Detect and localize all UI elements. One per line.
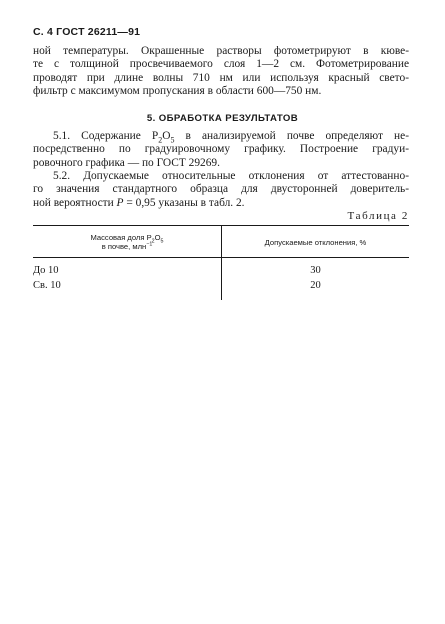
table-2 xyxy=(33,225,409,300)
table-row-label: До 10 xyxy=(33,265,59,276)
paragraph-5-1 xyxy=(33,130,409,170)
paragraph-line: 5.2. Допускаемые относительные отклонения от аттестованно- xyxy=(53,170,409,182)
paragraph-5-2 xyxy=(33,170,409,210)
intro-line: проводят при длине волны 710 нм или используя красный свето- xyxy=(33,71,409,84)
paragraph-line: го значения стандартного образца для двусторонней доверитель- xyxy=(33,183,409,196)
table-header-mass-fraction: Массовая доля $P_2O_5$ в почве, млн$^{-1}$ xyxy=(90,233,164,251)
paragraph-line: ровочного графика — по ГОСТ 29269. xyxy=(33,156,220,169)
intro-line: те с толщиной просвечиваемого слоя 1—2 см. Фотометрирование xyxy=(33,58,409,71)
paragraph-line: ной вероятности P = 0,95 указаны в табл. 2. xyxy=(33,196,245,209)
intro-paragraph xyxy=(33,45,409,99)
table-caption: Таблица 2 xyxy=(347,210,409,222)
table-row-value: 30 xyxy=(310,265,321,276)
intro-line: ной температуры. Окрашенные растворы фотометрируют в кюве- xyxy=(33,45,409,57)
paragraph-line: посредственно по градуировочному графику. Построение градуи- xyxy=(33,143,409,156)
page-header: С. 4 ГОСТ 26211—91 xyxy=(33,26,141,38)
intro-line: фильтр с максимумом пропускания в области 600—750 нм. xyxy=(33,85,322,98)
table-row-label: Св. 10 xyxy=(33,280,61,291)
section-title: 5. ОБРАБОТКА РЕЗУЛЬТАТОВ xyxy=(146,113,299,124)
table-row-value: 20 xyxy=(310,280,321,291)
table-header-deviation: Допускаемые отклонения, % xyxy=(264,238,367,247)
paragraph-line: 5.1. Содержание $P_2O_5$ в анализируемой почве определяют не- xyxy=(53,130,409,145)
